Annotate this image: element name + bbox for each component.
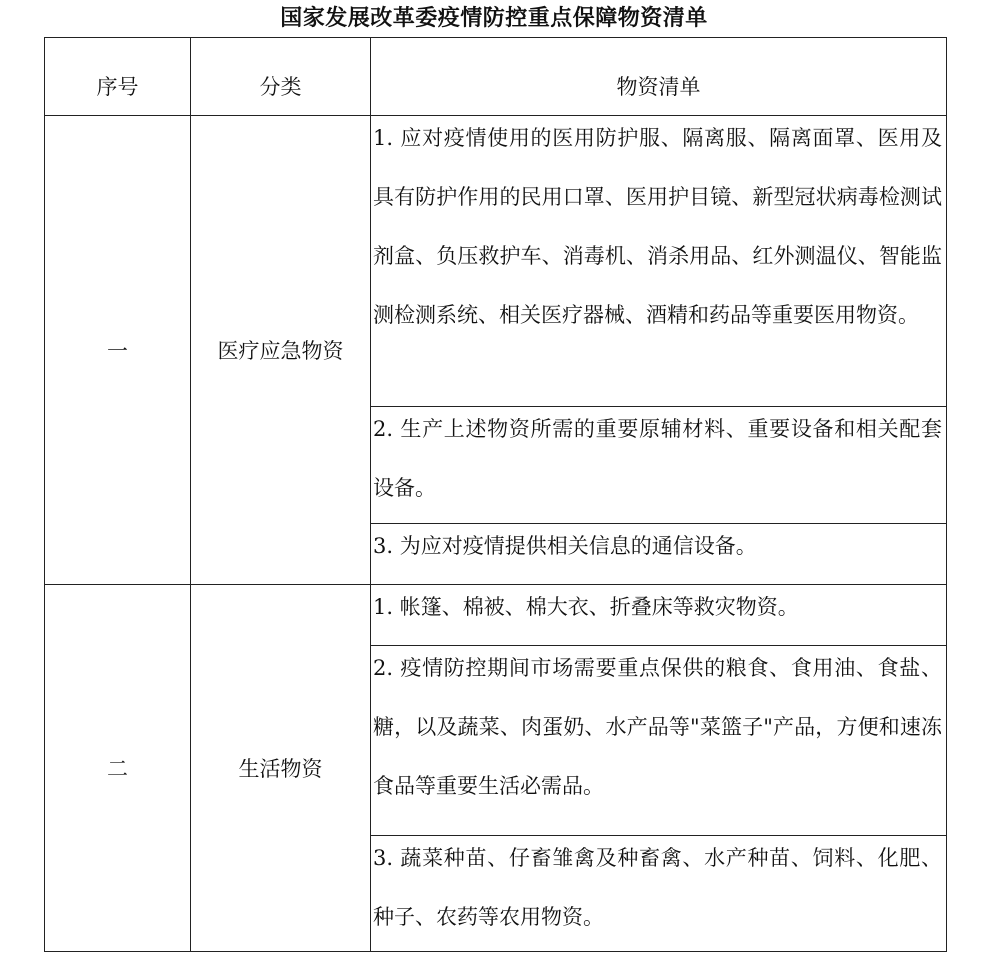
item-cell: [371, 646, 947, 836]
group-seq-cell: 二: [45, 585, 191, 952]
header-category: 分类: [191, 38, 371, 116]
item-text: 3. 蔬菜种苗、仔畜雏禽及种畜禽、水产种苗、饲料、化肥、种子、农药等农用物资。: [373, 846, 942, 929]
item-text: 1. 帐篷、棉被、棉大衣、折叠床等救灾物资。: [373, 595, 799, 619]
group-seq-cell: 一: [45, 116, 191, 585]
document-title: 国家发展改革委疫情防控重点保障物资清单: [280, 5, 708, 31]
item-cell: [371, 407, 947, 524]
item-text: 1. 应对疫情使用的医用防护服、隔离服、隔离面罩、医用及具有防护作用的民用口罩、医用护目镜、新型冠状病毒检测试剂盒、负压救护车、消毒机、消杀用品、红外测温仪、智能监测检测系统、相关医疗器械、酒精和药品等重要医用物资。: [373, 126, 942, 327]
group-category-cell: 医疗应急物资: [191, 116, 371, 585]
table-row: [45, 116, 947, 407]
item-text: 3. 为应对疫情提供相关信息的通信设备。: [373, 534, 757, 558]
item-text: 2. 疫情防控期间市场需要重点保供的粮食、食用油、食盐、糖，以及蔬菜、肉蛋奶、水产品等"菜篮子"产品，方便和速冻食品等重要生活必需品。: [373, 656, 942, 798]
item-cell: [371, 116, 947, 407]
group-category-cell: 生活物资: [191, 585, 371, 952]
header-seq: 序号: [45, 38, 191, 116]
item-cell: [371, 836, 947, 952]
supplies-table: [44, 37, 947, 952]
header-list: 物资清单: [371, 38, 947, 116]
item-text: 2. 生产上述物资所需的重要原辅材料、重要设备和相关配套设备。: [373, 417, 942, 500]
